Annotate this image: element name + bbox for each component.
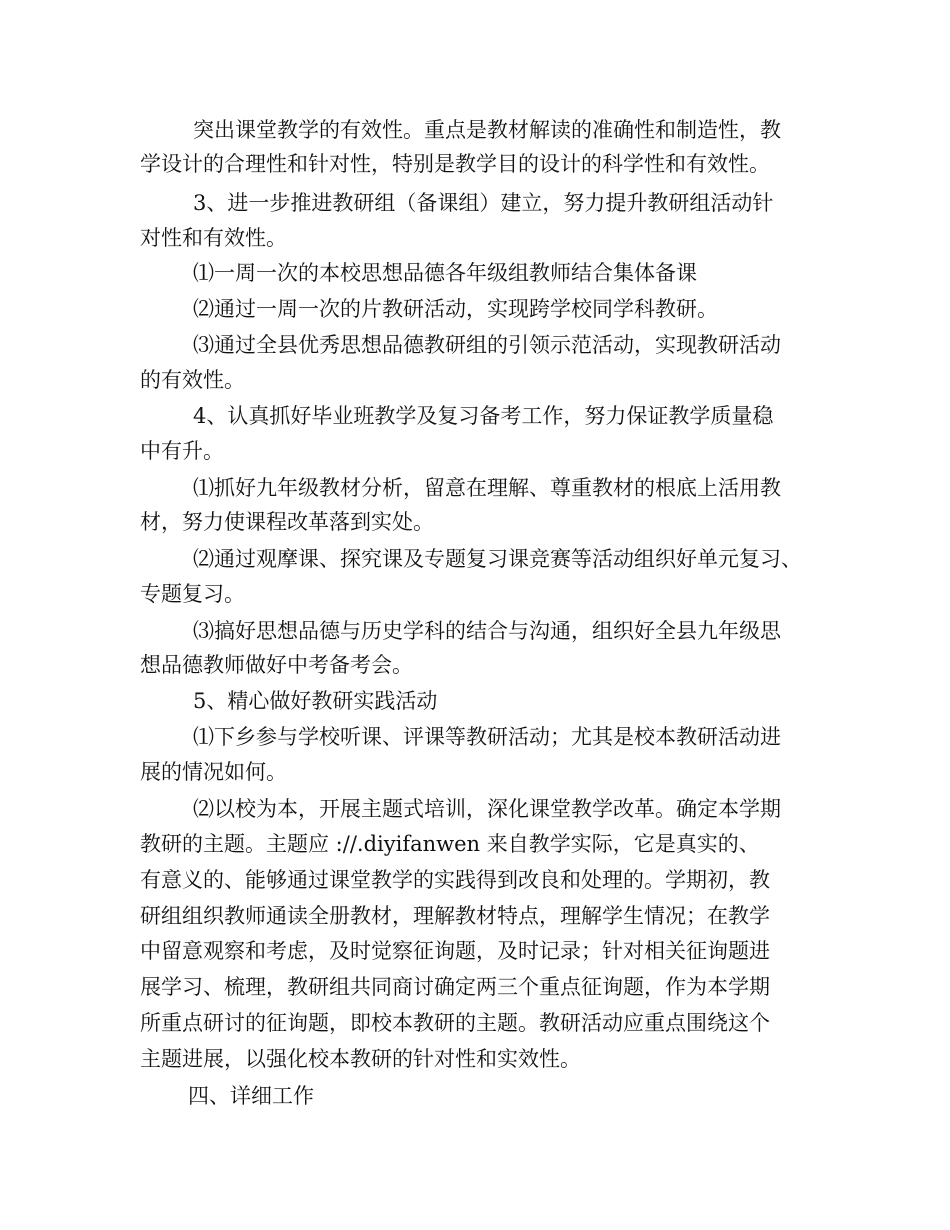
list-item: ⑵通过一周一次的片教研活动，实现跨学校同学科教研。 bbox=[193, 297, 718, 321]
text-line: 突出课堂教学的有效性。重点是教材解读的准确性和制造性，教 bbox=[193, 118, 781, 142]
text-line: 中有升。 bbox=[140, 439, 224, 463]
section-heading-3: 3、进一步推进教研组（备课组）建立，努力提升教研组活动针 bbox=[193, 191, 774, 215]
text-line: 对性和有效性。 bbox=[140, 226, 287, 250]
list-item: ⑴抓好九年级教材分析，留意在理解、尊重教材的根底上活用教 bbox=[193, 476, 781, 500]
list-item: ⑴下乡参与学校听课、评课等教研活动；尤其是校本教研活动进 bbox=[193, 725, 781, 749]
chapter-heading: 四、详细工作 bbox=[188, 1084, 314, 1108]
text-line: 展学习、梳理，教研组共同商讨确定两三个重点征询题，作为本学期 bbox=[140, 975, 770, 999]
text-line: 教研的主题。主题应 ://.diyifanwen 来自教学实际，它是真实的、 bbox=[140, 832, 760, 856]
list-item: ⑶搞好思想品德与历史学科的结合与沟通，组织好全县九年级思 bbox=[193, 619, 781, 643]
text-line: 有意义的、能够通过课堂教学的实践得到改良和处理的。学期初，教 bbox=[140, 868, 770, 892]
text-line: 所重点研讨的征询题，即校本教研的主题。教研活动应重点围绕这个 bbox=[140, 1011, 770, 1035]
text-line: 主题进展，以强化校本教研的针对性和实效性。 bbox=[140, 1047, 581, 1071]
text-line: 材，努力使课程改革落到实处。 bbox=[140, 510, 434, 534]
list-item: ⑶通过全县优秀思想品德教研组的引领示范活动，实现教研活动 bbox=[193, 333, 781, 357]
text-line: 研组组织教师通读全册教材，理解教材特点，理解学生情况；在教学 bbox=[140, 904, 770, 928]
list-item: ⑵通过观摩课、探究课及专题复习课竞赛等活动组织好单元复习、 bbox=[193, 547, 802, 571]
text-line: 专题复习。 bbox=[140, 582, 245, 606]
text-line: 的有效性。 bbox=[140, 368, 245, 392]
text-line: 学设计的合理性和针对性，特别是教学目的设计的科学性和有效性。 bbox=[140, 152, 770, 176]
text-line: 想品德教师做好中考备考会。 bbox=[140, 653, 413, 677]
text-line: 中留意观察和考虑，及时觉察征询题，及时记录；针对相关征询题进 bbox=[140, 939, 770, 963]
section-heading-4: 4、认真抓好毕业班教学及复习备考工作，努力保证教学质量稳 bbox=[193, 404, 774, 428]
list-item: ⑵以校为本，开展主题式培训，深化课堂教学改革。确定本学期 bbox=[193, 797, 781, 821]
text-line: 展的情况如何。 bbox=[140, 760, 287, 784]
list-item: ⑴一周一次的本校思想品德各年级组教师结合集体备课 bbox=[193, 261, 697, 285]
section-heading-5: 5、精心做好教研实践活动 bbox=[193, 689, 438, 713]
